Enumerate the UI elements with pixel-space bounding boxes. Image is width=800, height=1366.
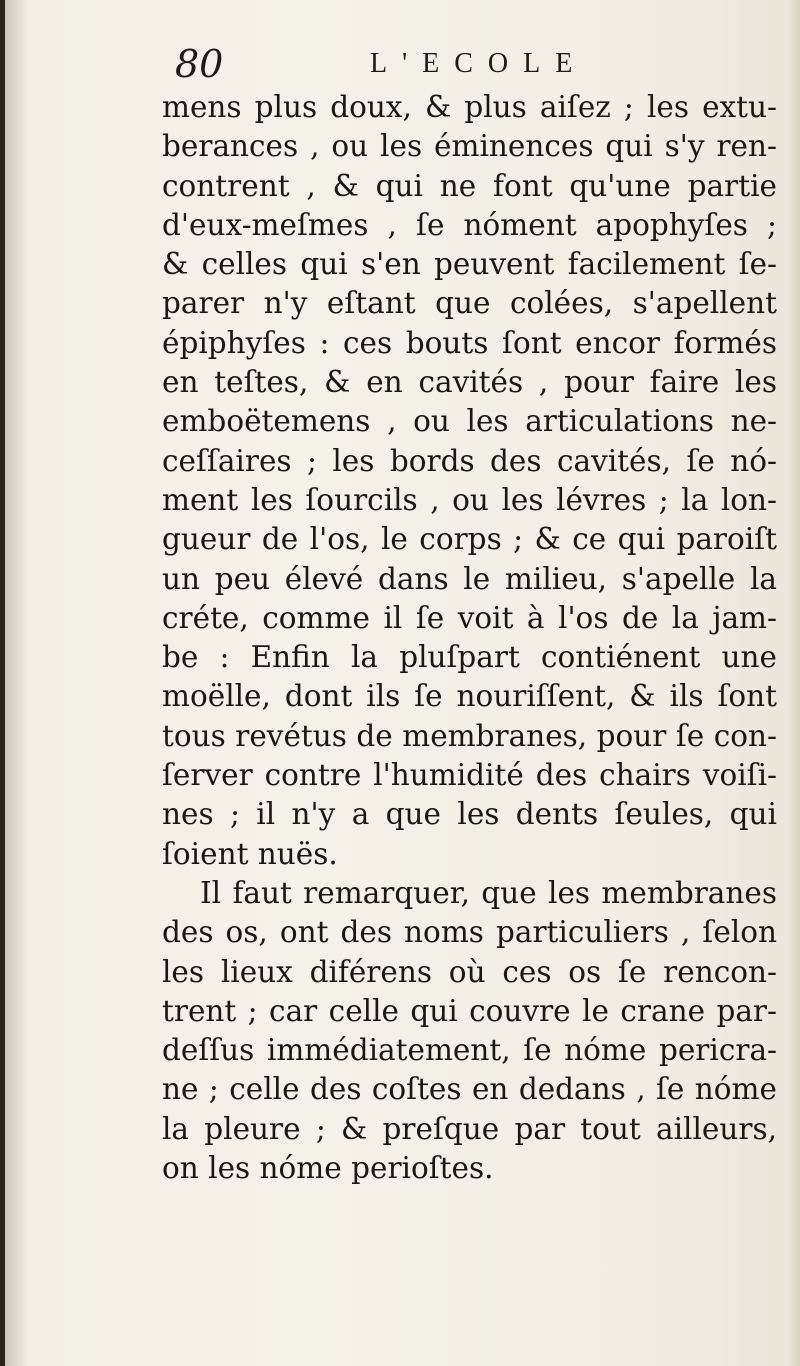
text-line: la pleure ; & preſque par tout ailleurs,	[162, 1111, 777, 1146]
text-line: créte, comme il ſe voit à l'os de la jam-	[162, 600, 777, 635]
text-line: des os, ont des noms particuliers , ſelon	[162, 915, 777, 950]
text-line: on les nóme perioſtes.	[162, 1151, 494, 1186]
text-line: emboëtemens , ou les articulations ne-	[162, 404, 777, 439]
text-line: nes ; il n'y a que les dents ſeules, qui	[162, 797, 777, 832]
text-line: berances , ou les éminences qui s'y ren-	[162, 129, 777, 164]
running-title: L'ECOLE	[370, 48, 588, 79]
text-line: parer n'y eſtant que colées, s'apellent	[162, 286, 777, 321]
text-line: un peu élevé dans le milieu, s'apelle la	[162, 561, 777, 596]
text-line: épiphyſes : ces bouts ſont encor formés	[162, 325, 777, 360]
text-line: ment les ſourcils , ou les lévres ; la lon-	[162, 482, 777, 517]
text-line: moëlle, dont ils ſe nouriſſent, & ils ſont	[162, 679, 777, 714]
text-line: trent ; car celle qui couvre le crane par-	[162, 993, 777, 1028]
page-gutter-shadow	[5, 0, 29, 1366]
text-line: ſerver contre l'humidité des chairs voiſi-	[162, 758, 777, 793]
paragraph-1	[162, 88, 777, 874]
text-line: be : Enfin la pluſpart contiénent une	[162, 640, 777, 675]
text-line: deſſus immédiatement, ſe nóme pericra-	[162, 1033, 777, 1068]
page-number: 80	[175, 42, 224, 86]
running-head	[160, 40, 780, 90]
text-line: ne ; celle des coſtes en dedans , ſe nóme	[162, 1072, 777, 1107]
text-line: d'eux-meſmes , ſe nóment apophyſes ;	[162, 207, 777, 242]
text-line: gueur de l'os, le corps ; & ce qui paroiſt	[162, 522, 777, 557]
text-line: contrent , & qui ne font qu'une partie	[162, 168, 777, 203]
text-line: Il faut remarquer, que les membranes	[200, 875, 777, 910]
paragraph-2	[162, 874, 777, 1188]
text-line: tous revétus de membranes, pour ſe con-	[162, 718, 777, 753]
body-text	[162, 88, 777, 1188]
text-line: mens plus doux, & plus aiſez ; les extu-	[162, 90, 777, 124]
text-line: les lieux diférens où ces os ſe rencon-	[162, 954, 777, 989]
page-fore-edge	[788, 0, 800, 1366]
text-line: ceſſaires ; les bords des cavités, ſe nó-	[162, 443, 777, 478]
text-line: & celles qui s'en peuvent facilement ſe-	[162, 247, 777, 282]
text-line: ſoient nuës.	[162, 836, 338, 871]
text-line: en teſtes, & en cavités , pour faire les	[162, 365, 777, 400]
